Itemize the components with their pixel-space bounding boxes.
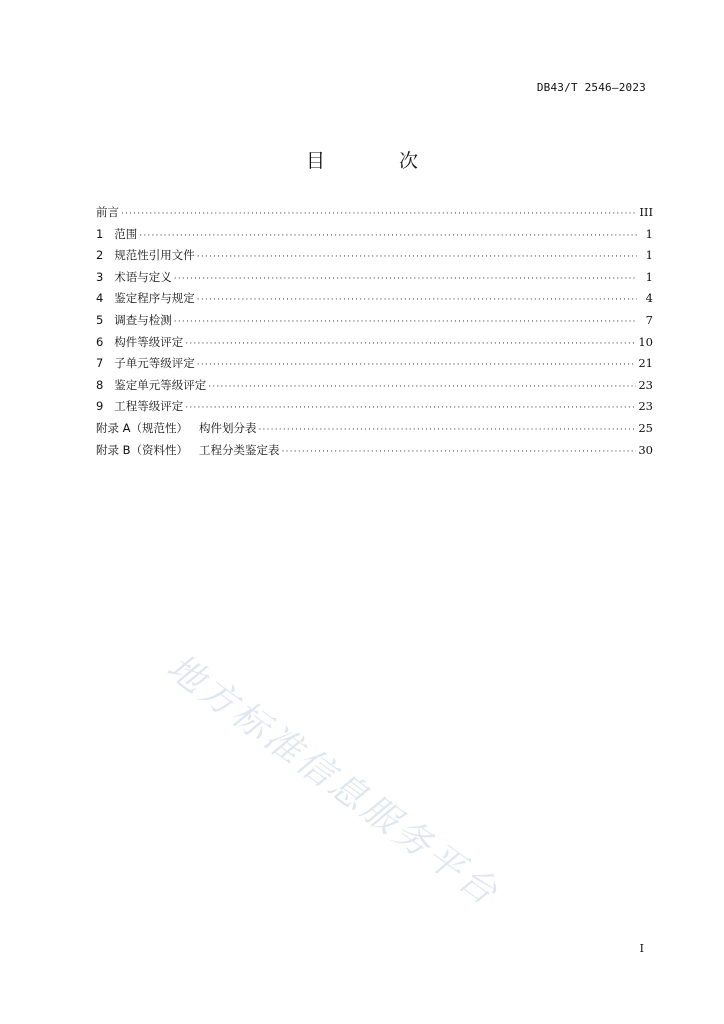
toc-entry-label: 2 规范性引用文件 [96, 248, 195, 263]
toc-entry[interactable] [96, 247, 653, 269]
toc-entry-label: 7 子单元等级评定 [96, 356, 195, 371]
toc-entry[interactable] [96, 355, 653, 377]
toc-leader-dots [185, 403, 636, 413]
toc-entry-page: 1 [645, 226, 653, 241]
toc-entry-label: 1 范围 [96, 226, 138, 241]
toc-entry-page: 25 [638, 420, 653, 435]
toc-entry[interactable] [96, 442, 653, 464]
toc-entry-label: 前言 [96, 205, 119, 219]
toc-entry-page: III [639, 205, 653, 219]
table-of-contents [96, 204, 653, 463]
toc-entry-label: 9 工程等级评定 [96, 399, 184, 414]
toc-entry[interactable] [96, 290, 653, 312]
toc-entry-label: 附录 A（规范性） 构件划分表 [96, 420, 257, 435]
page-number: I [639, 942, 644, 955]
toc-entry-label: 3 术语与定义 [96, 269, 172, 284]
toc-entry-label: 5 调查与检测 [96, 312, 172, 327]
toc-entry-page: 1 [645, 269, 653, 284]
toc-entry-page: 10 [638, 334, 653, 349]
toc-entry-page: 4 [645, 291, 653, 306]
toc-entry-label: 8 鉴定单元等级评定 [96, 377, 207, 392]
watermark: 地方标准信息服务平台 [159, 646, 507, 915]
toc-leader-dots [197, 295, 637, 305]
toc-entry[interactable] [96, 398, 653, 420]
toc-entry[interactable] [96, 312, 653, 334]
toc-entry[interactable] [96, 226, 653, 248]
document-code: DB43/T 2546—2023 [536, 81, 646, 94]
toc-leader-dots [121, 209, 637, 219]
toc-leader-dots [174, 274, 637, 284]
toc-entry-page: 21 [638, 356, 653, 371]
toc-entry[interactable] [96, 269, 653, 291]
toc-leader-dots [197, 252, 637, 262]
toc-leader-dots [197, 360, 637, 370]
toc-entry[interactable] [96, 334, 653, 356]
toc-entry[interactable] [96, 377, 653, 399]
toc-entry-page: 23 [638, 377, 653, 392]
toc-leader-dots [139, 231, 637, 241]
toc-entry-label: 附录 B（资料性） 工程分类鉴定表 [96, 442, 280, 457]
page-title: 目 次 [305, 150, 453, 172]
toc-entry-page: 1 [645, 248, 653, 263]
toc-leader-dots [185, 339, 636, 349]
toc-leader-dots [174, 317, 637, 327]
toc-entry-page: 7 [645, 312, 653, 327]
toc-entry[interactable] [96, 204, 653, 226]
toc-entry[interactable] [96, 420, 653, 442]
toc-leader-dots [282, 447, 637, 457]
toc-entry-label: 6 构件等级评定 [96, 334, 184, 349]
toc-entry-page: 23 [638, 399, 653, 414]
toc-leader-dots [259, 425, 637, 435]
toc-entry-page: 30 [638, 442, 653, 457]
toc-entry-label: 4 鉴定程序与规定 [96, 291, 195, 306]
toc-leader-dots [208, 382, 636, 392]
